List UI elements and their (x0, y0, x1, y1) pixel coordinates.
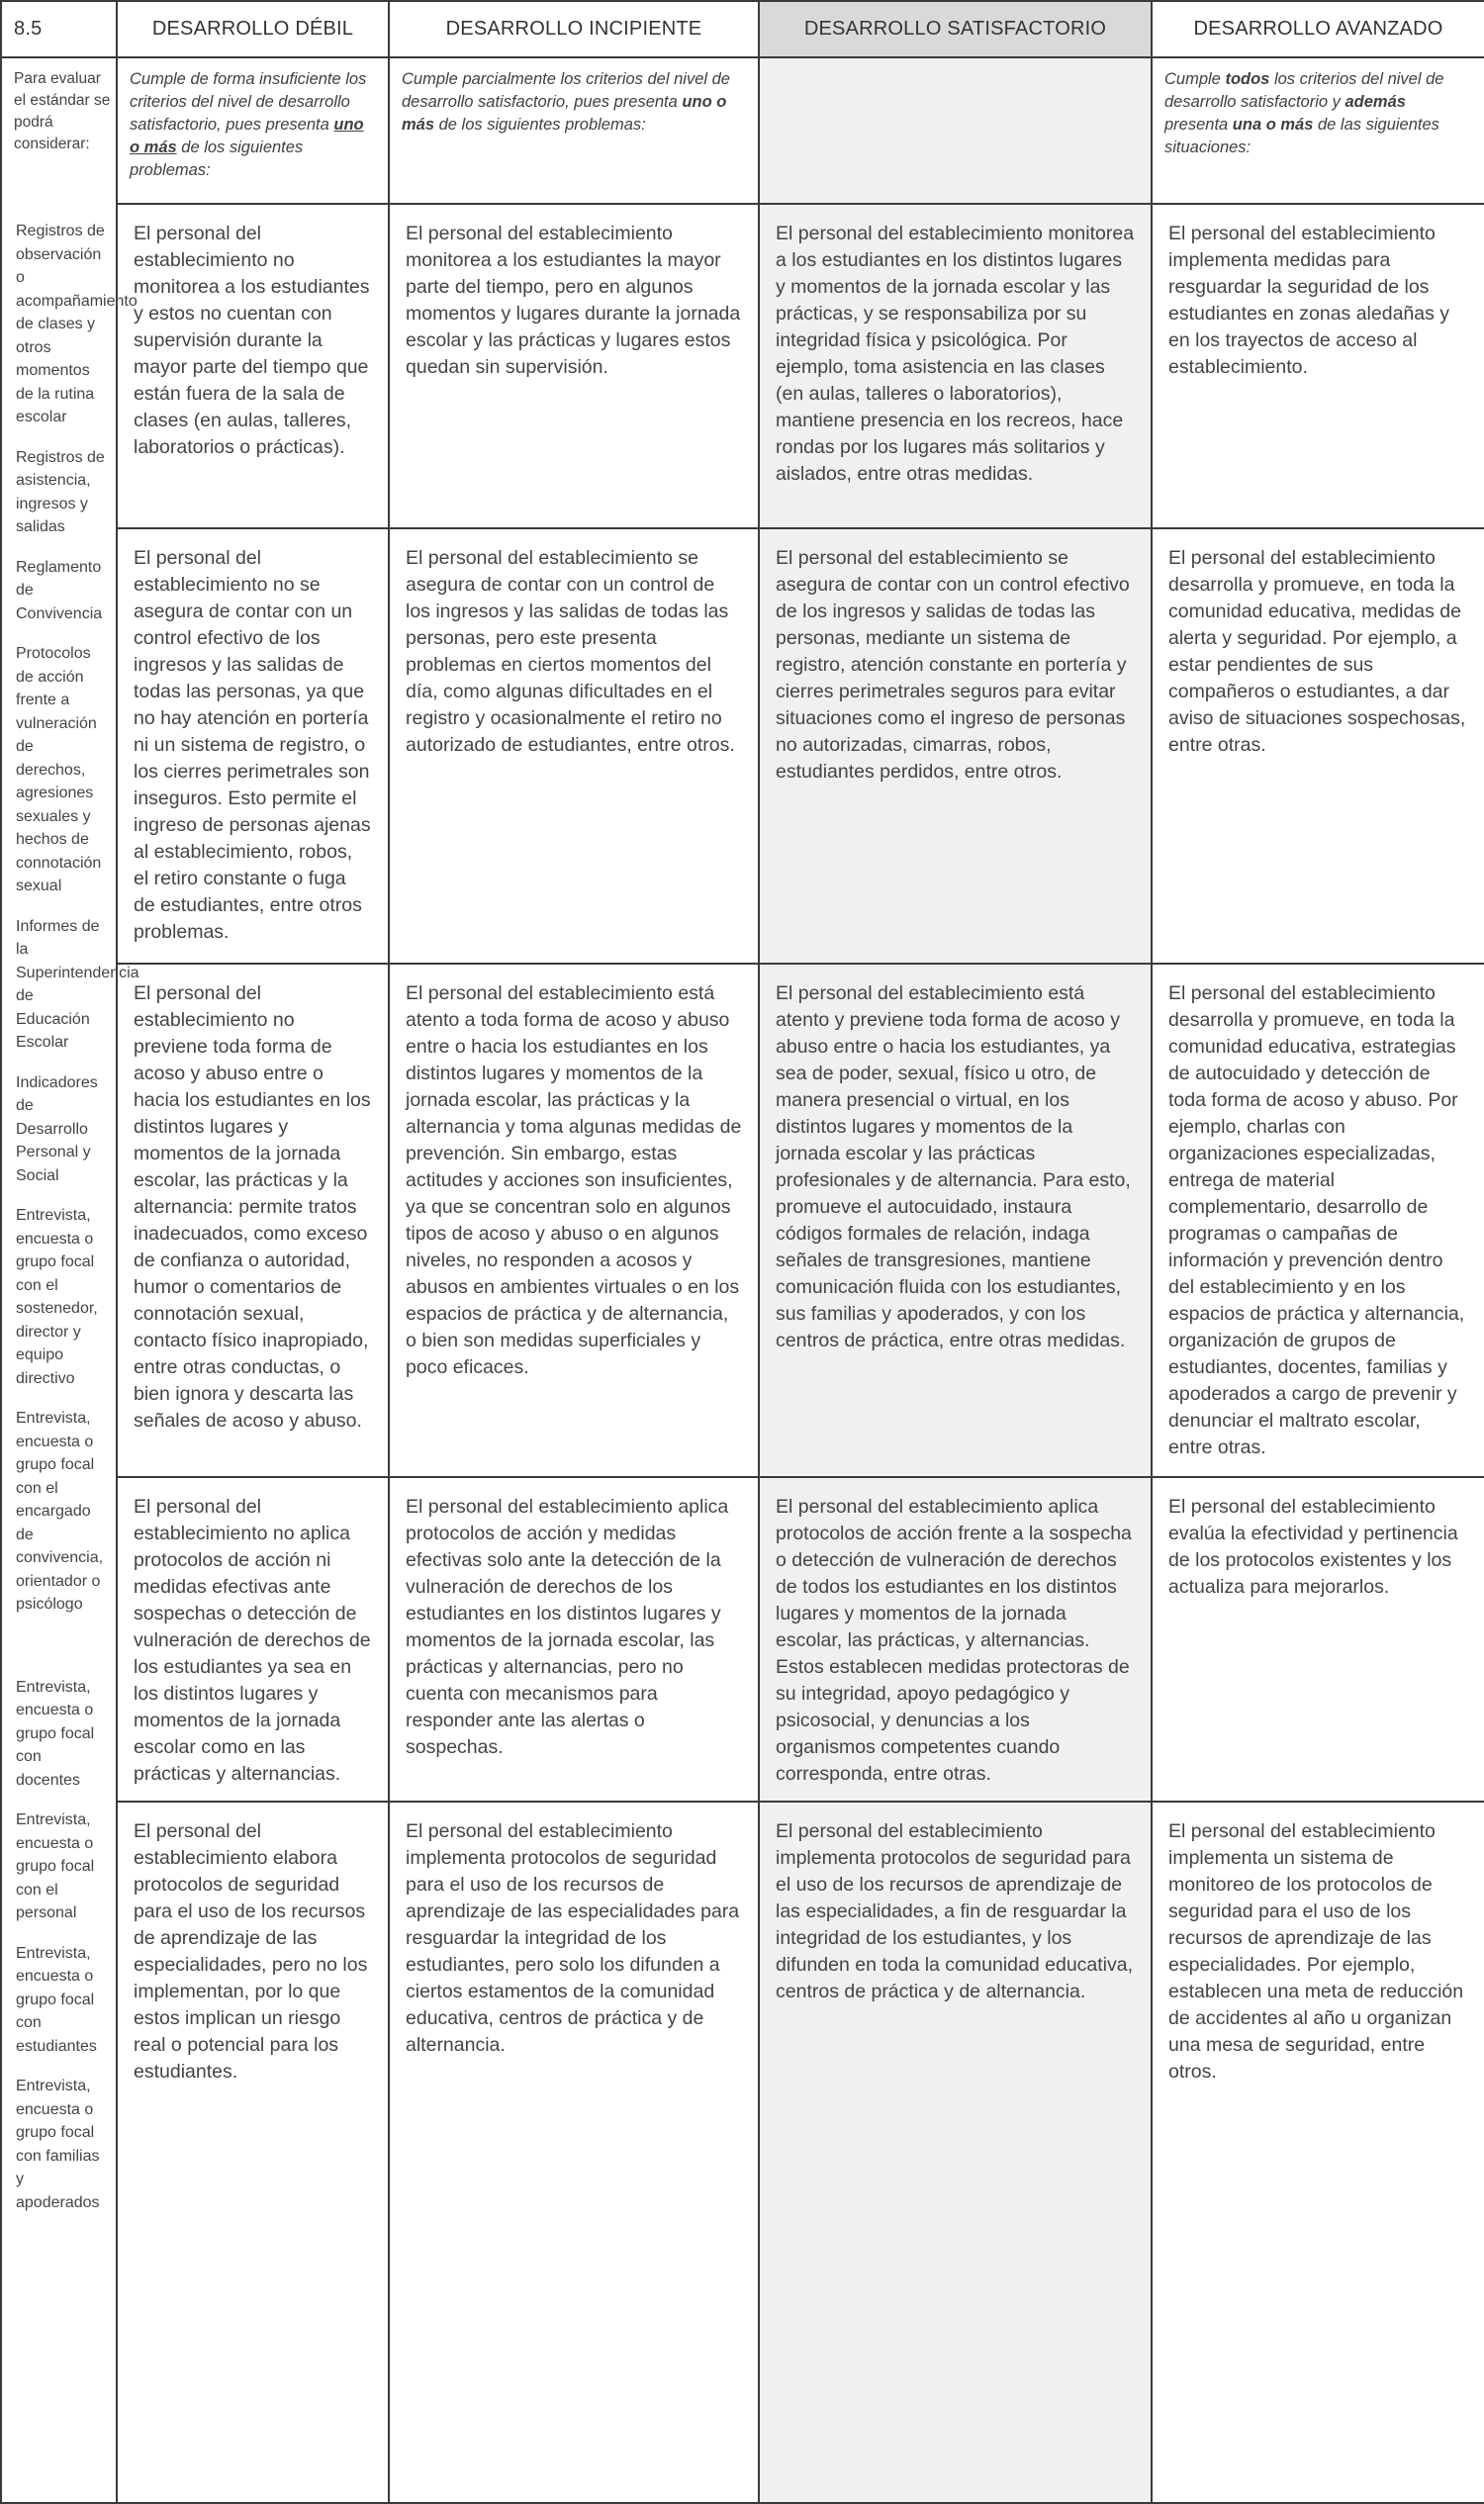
row1-weak: El personal del establecimiento no monitorea a los estudiantes y estos no cuentan con supervisión durante la mayor parte del tiempo que están fuera de la sala de clases (en aulas, talleres, laboratorios o prácticas). (117, 204, 389, 528)
criteria-row-5 (1, 1802, 1484, 2503)
source-item: Reglamento de Convivencia (16, 558, 103, 622)
row5-advanced: El personal del establecimiento implementa un sistema de monitoreo de los protocolos de seguridad para el uso de los recursos de aprendizaje de las especialidades. Por ejemplo, establecen una meta de reducción de accidentes al año u organizan una mesa de seguridad, entre otros. (1152, 1802, 1484, 2503)
consider-cell (1, 57, 117, 204)
col-header-advanced: DESARROLLO AVANZADO (1152, 1, 1484, 57)
descriptor-advanced-cell (1152, 57, 1484, 204)
row5-weak: El personal del establecimiento elabora protocolos de seguridad para el uso de los recursos de aprendizaje de las especialidades, pero no los implementan, por lo que estos implican un riesgo real o potencial para los estudiantes. (117, 1802, 389, 2503)
descriptor-row (1, 57, 1484, 204)
row4-advanced: El personal del establecimiento evalúa la efectividad y pertinencia de los protocolos existentes y los actualiza para mejorarlos. (1152, 1477, 1484, 1802)
consider-text: Para evaluar el estándar se podrá considerar: (14, 70, 111, 152)
source-item: Entrevista, encuesta o grupo focal con el personal (16, 1811, 95, 1921)
descriptor-incipient: Cumple parcialmente los criterios del nivel de desarrollo satisfactorio, pues presenta uno o más de los siguientes problemas: (402, 70, 730, 134)
col-header-satisfactory: DESARROLLO SATISFACTORIO (759, 1, 1152, 57)
criteria-row-4 (1, 1477, 1484, 1802)
source-item: Registros de observación o acompañamiento de clases y otros momentos de la rutina escolar (16, 223, 138, 425)
evidence-sources-list (16, 220, 139, 2231)
header-row (1, 1, 1484, 57)
criteria-row-1 (1, 204, 1484, 528)
row3-satisfactory: El personal del establecimiento está atento y previene toda forma de acoso y abuso entre o hacia los estudiantes, ya sea de poder, sexual, físico u otro, de manera presencial o virtual, en los distintos lugares y momentos de la jornada escolar y las prácticas profesionales y de alternancia. Para esto, promueve el autocuidado, instaura códigos formales de relación, indaga señales de transgresiones, mantiene comunicación fluida con los estudiantes, sus familias y apoderados, y con los centros de práctica, entre otras medidas. (759, 964, 1152, 1477)
row5-satisfactory: El personal del establecimiento implementa protocolos de seguridad para el uso de los recursos de aprendizaje de las especialidades, a fin de resguardar la integridad de los estudiantes, y los difunden en toda la comunidad educativa, centros de práctica y de alternancia. (759, 1802, 1152, 2503)
source-item: Entrevista, encuesta o grupo focal con el encargado de convivencia, orientador o psicólogo (16, 1410, 104, 1613)
source-item: Entrevista, encuesta o grupo focal con familias y apoderados (16, 2078, 100, 2211)
descriptor-weak: Cumple de forma insuficiente los criterios del nivel de desarrollo satisfactorio, pues presenta uno o más de los siguientes problemas: (130, 70, 367, 179)
row2-incipient: El personal del establecimiento se asegura de contar con un control de los ingresos y las salidas de todas las personas, pero este presenta problemas en ciertos momentos del día, como algunas dificultades en el registro y ocasionalmente el retiro no autorizado de estudiantes, entre otros. (389, 528, 759, 964)
row2-satisfactory: El personal del establecimiento se asegura de contar con un control efectivo de los ingresos y salidas de todas las personas, mediante un sistema de registro, atención constante en portería y cierres perimetrales seguros para evitar situaciones como el ingreso de personas no autorizadas, cimarras, robos, estudiantes perdidos, entre otros. (759, 528, 1152, 964)
row5-incipient: El personal del establecimiento implementa protocolos de seguridad para el uso de los recursos de aprendizaje de las especialidades para resguardar la integridad de los estudiantes, pero solo los difunden a ciertos estamentos de la comunidad educativa, centros de práctica y de alternancia. (389, 1802, 759, 2503)
row1-satisfactory: El personal del establecimiento monitorea a los estudiantes en los distintos lugares y momentos de la jornada escolar y las prácticas, y se responsabiliza por su integridad física y psicológica. Por ejemplo, toma asistencia en las clases (en aulas, talleres o laboratorios), mantiene presencia en los recreos, hace rondas por los lugares más solitarios y aislados, entre otras medidas. (759, 204, 1152, 528)
row2-weak: El personal del establecimiento no se asegura de contar con un control efectivo de los ingresos y las salidas de todas las personas, ya que no hay atención en portería ni un sistema de registro, o los cierres perimetrales son inseguros. Esto permite el ingreso de personas ajenas al establecimiento, robos, el retiro constante o fuga de estudiantes, entre otros problemas. (117, 528, 389, 964)
descriptor-advanced: Cumple todos los criterios del nivel de desarrollo satisfactorio y además presenta una o más de las siguientes situaciones: (1164, 70, 1444, 156)
row4-weak: El personal del establecimiento no aplica protocolos de acción ni medidas efectivas ante sospechas o detección de vulneración de derechos de los estudiantes ya sea en los distintos lugares y momentos de la jornada escolar como en las prácticas y alternancias. (117, 1477, 389, 1802)
standard-code: 8.5 (1, 1, 117, 57)
criteria-row-3 (1, 964, 1484, 1477)
row4-incipient: El personal del establecimiento aplica protocolos de acción y medidas efectivas solo ante la detección de la vulneración de derechos de los estudiantes en los distintos lugares y momentos de la jornada escolar, las prácticas y alternancias, pero no cuenta con mecanismos para responder ante las alertas o sospechas. (389, 1477, 759, 1802)
descriptor-satisfactory-cell (759, 57, 1152, 204)
row1-incipient: El personal del establecimiento monitorea a los estudiantes la mayor parte del tiempo, pero en algunos momentos y lugares durante la jornada escolar y las prácticas y lugares estos quedan sin supervisión. (389, 204, 759, 528)
row1-advanced: El personal del establecimiento implementa medidas para resguardar la seguridad de los estudiantes en zonas aledañas y en los trayectos de acceso al establecimiento. (1152, 204, 1484, 528)
descriptor-incipient-cell (389, 57, 759, 204)
source-item: Protocolos de acción frente a vulneración de derechos, agresiones sexuales y hechos de connotación sexual (16, 645, 102, 894)
source-item: Indicadores de Desarrollo Personal y Social (16, 1073, 98, 1184)
source-item: Entrevista, encuesta o grupo focal con estudiantes (16, 1944, 97, 2055)
source-item: Entrevista, encuesta o grupo focal con el sostenedor, director y equipo directivo (16, 1207, 98, 1387)
col-header-incipient: DESARROLLO INCIPIENTE (389, 1, 759, 57)
row2-advanced: El personal del establecimiento desarrolla y promueve, en toda la comunidad educativa, medidas de alerta y seguridad. Por ejemplo, a estar pendientes de sus compañeros o estudiantes, a dar aviso de situaciones sospechosas, entre otras. (1152, 528, 1484, 964)
source-item: Entrevista, encuesta o grupo focal con docentes (16, 1678, 95, 1789)
row4-satisfactory: El personal del establecimiento aplica protocolos de acción frente a la sospecha o detección de vulneración de derechos de todos los estudiantes en los distintos lugares y momentos de la jornada escolar, las prácticas, y alternancias. Estos establecen medidas protectoras de su integridad, apoyo pedagógico y psicosocial, y denuncias a los organismos competentes cuando corresponda, entre otras. (759, 1477, 1152, 1802)
source-item: Informes de la Superintendencia de Educación Escolar (16, 917, 139, 1051)
criteria-row-2 (1, 528, 1484, 964)
row3-incipient: El personal del establecimiento está atento a toda forma de acoso y abuso entre o hacia los estudiantes en los distintos lugares y momentos de la jornada escolar, las prácticas y la alternancia y toma algunas medidas de prevención. Sin embargo, estas actitudes y acciones son insuficientes, ya que se concentran solo en algunos tipos de acoso y abuso o en algunos niveles, no responden a acosos y abusos en ambientes virtuales o en los espacios de práctica y de alternancia, o bien son medidas superficiales y poco eficaces. (389, 964, 759, 1477)
col-header-weak: DESARROLLO DÉBIL (117, 1, 389, 57)
row3-weak: El personal del establecimiento no previene toda forma de acoso y abuso entre o hacia los estudiantes en los distintos lugares y momentos de la jornada escolar, las prácticas y la alternancia: permite tratos inadecuados, como exceso de confianza o autoridad, humor o comentarios de connotación sexual, contacto físico inapropiado, entre otras conductas, o bien ignora y descarta las señales de acoso y abuso. (117, 964, 389, 1477)
row3-advanced: El personal del establecimiento desarrolla y promueve, en toda la comunidad educativa, estrategias de autocuidado y detección de toda forma de acoso y abuso. Por ejemplo, charlas con organizaciones especializadas, entrega de material complementario, desarrollo de programas o campañas de información y prevención dentro del establecimiento y en los espacios de práctica y alternancia, organización de grupos de estudiantes, docentes, familias y apoderados a cargo de prevenir y denunciar el maltrato escolar, entre otras. (1152, 964, 1484, 1477)
descriptor-weak-cell (117, 57, 389, 204)
source-item: Registros de asistencia, ingresos y salidas (16, 448, 105, 535)
